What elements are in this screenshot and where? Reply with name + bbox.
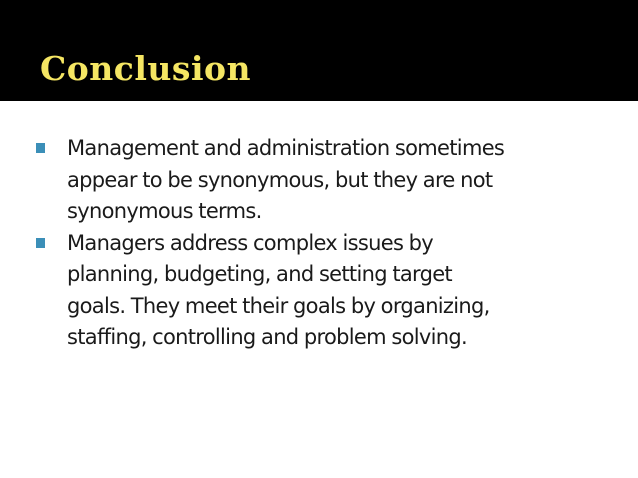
square-bullet-icon — [36, 143, 45, 153]
bullet-line: Managers address complex issues by — [67, 230, 434, 255]
bullet-line: staffing, controlling and problem solving. — [67, 325, 467, 349]
bullet-line: goals. They meet their goals by organizing, — [67, 293, 490, 318]
slide-title: Conclusion — [40, 49, 252, 88]
bullet-line: synonymous terms. — [67, 199, 262, 223]
title-divider — [0, 101, 638, 105]
bullet-line: planning, budgeting, and setting target — [67, 262, 452, 286]
bullet-list — [36, 133, 616, 354]
bullet-item — [36, 133, 616, 228]
square-bullet-icon — [36, 238, 45, 248]
bullet-line: appear to be synonymous, but they are not — [67, 167, 493, 192]
bullet-line: Management and administration sometimes — [67, 136, 505, 160]
bullet-item — [36, 228, 616, 354]
title-bar — [0, 0, 638, 101]
